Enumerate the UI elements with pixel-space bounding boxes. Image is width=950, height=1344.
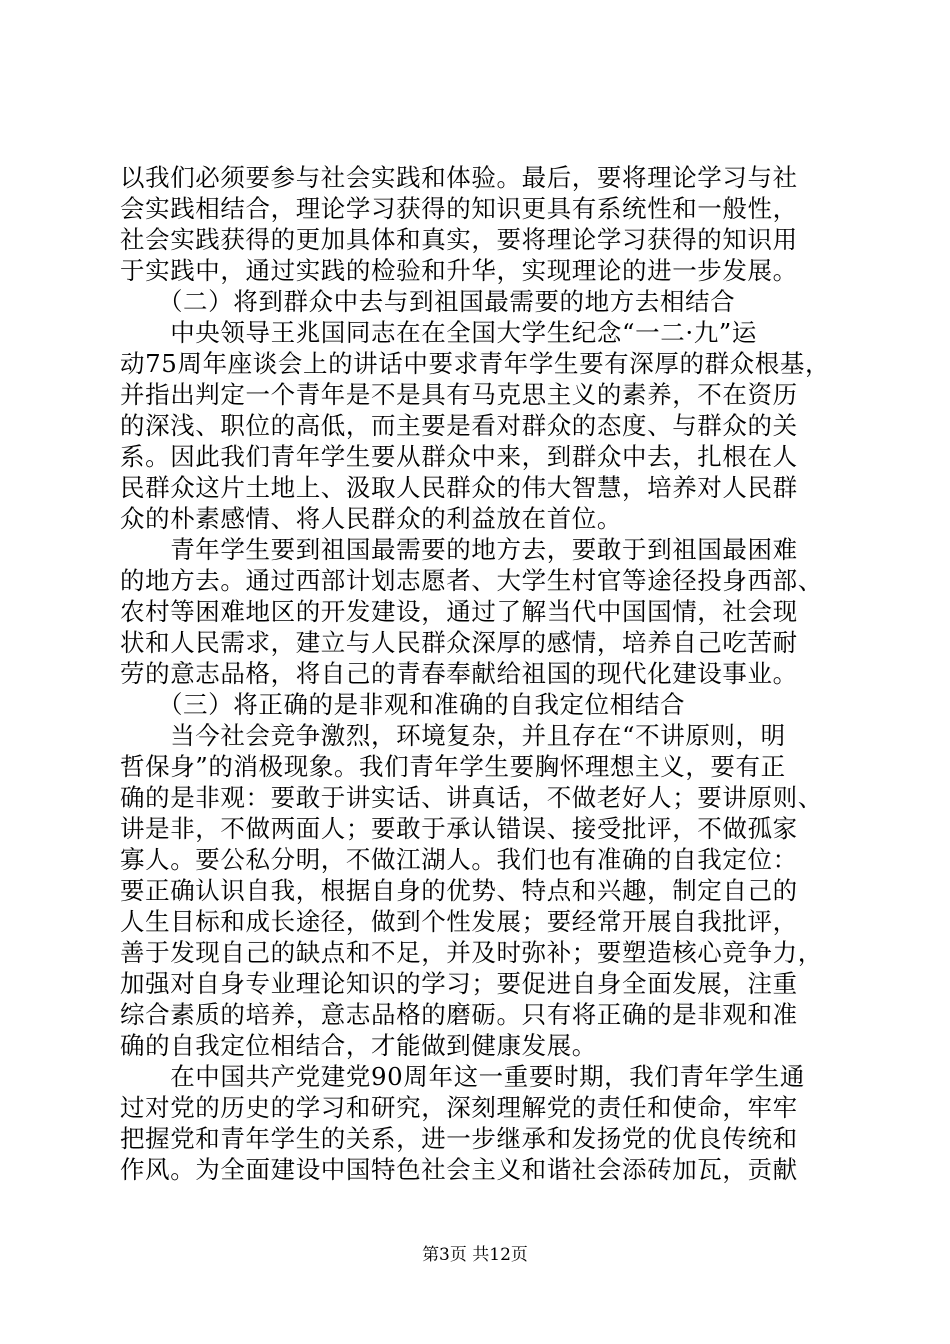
text-line: 系。因此我们青年学生要从群众中来，到群众中去，扎根在人 — [120, 442, 798, 471]
text-line: 的地方去。通过西部计划志愿者、大学生村官等途径投身西部、 — [120, 566, 823, 595]
text-line: 以我们必须要参与社会实践和体验。最后，要将理论学习与社 — [120, 163, 798, 192]
text-line: 状和人民需求，建立与人民群众深厚的感情，培养自己吃苦耐 — [120, 628, 798, 657]
text-line: 青年学生要到祖国最需要的地方去，要敢于到祖国最困难 — [120, 535, 798, 564]
text-line: 会实践相结合，理论学习获得的知识更具有系统性和一般性， — [120, 194, 798, 223]
text-line: 确的自我定位相结合，才能做到健康发展。 — [120, 1031, 597, 1060]
text-line: 要正确认识自我，根据自身的优势、特点和兴趣，制定自己的 — [120, 876, 798, 905]
text-line: 当今社会竞争激烈，环境复杂，并且存在“不讲原则，明 — [120, 721, 786, 750]
text-line: 劳的意志品格，将自己的青春奉献给祖国的现代化建设事业。 — [120, 659, 798, 688]
document-body — [120, 162, 840, 1185]
text-line: 综合素质的培养，意志品格的磨砺。只有将正确的是非观和准 — [120, 1000, 798, 1029]
text-line: 中央领导王兆国同志在在全国大学生纪念“一二·九”运 — [120, 318, 758, 347]
text-line: 的深浅、职位的高低，而主要是看对群众的态度、与群众的关 — [120, 411, 798, 440]
text-line: 寡人。要公私分明，不做江湖人。我们也有准确的自我定位： — [120, 845, 798, 874]
text-line: 人生目标和成长途径，做到个性发展；要经常开展自我批评， — [120, 907, 798, 936]
text-line: 于实践中，通过实践的检验和升华，实现理论的进一步发展。 — [120, 256, 798, 285]
text-line: 确的是非观：要敢于讲实话、讲真话，不做老好人；要讲原则、 — [120, 783, 823, 812]
page-number-footer: 第3页 共12页 — [422, 1245, 528, 1265]
text-line: 哲保身”的消极现象。我们青年学生要胸怀理想主义，要有正 — [120, 752, 786, 781]
text-line: 讲是非，不做两面人；要敢于承认错误、接受批评，不做孤家 — [120, 814, 798, 843]
text-line: 并指出判定一个青年是不是具有马克思主义的素养，不在资历 — [120, 380, 798, 409]
text-line: 加强对自身专业理论知识的学习；要促进自身全面发展，注重 — [120, 969, 798, 998]
text-line: 过对党的历史的学习和研究，深刻理解党的责任和使命，牢牢 — [120, 1093, 798, 1122]
text-line: 在中国共产党建党90周年这一重要时期，我们青年学生通 — [120, 1062, 805, 1091]
text-line: 社会实践获得的更加具体和真实，要将理论学习获得的知识用 — [120, 225, 798, 254]
text-line: 作风。为全面建设中国特色社会主义和谐社会添砖加瓦，贡献 — [120, 1155, 798, 1184]
text-line: 众的朴素感情、将人民群众的利益放在首位。 — [120, 504, 622, 533]
text-line: 把握党和青年学生的关系，进一步继承和发扬党的优良传统和 — [120, 1124, 798, 1153]
section-heading: （三）将正确的是非观和准确的自我定位相结合 — [120, 690, 686, 719]
section-heading: （二）将到群众中去与到祖国最需要的地方去相结合 — [120, 287, 736, 316]
text-line: 动75周年座谈会上的讲话中要求青年学生要有深厚的群众根基， — [120, 349, 831, 378]
text-line: 农村等困难地区的开发建设，通过了解当代中国国情，社会现 — [120, 597, 798, 626]
text-line: 善于发现自己的缺点和不足，并及时弥补；要塑造核心竞争力， — [120, 938, 823, 967]
text-line: 民群众这片土地上、汲取人民群众的伟大智慧，培养对人民群 — [120, 473, 798, 502]
